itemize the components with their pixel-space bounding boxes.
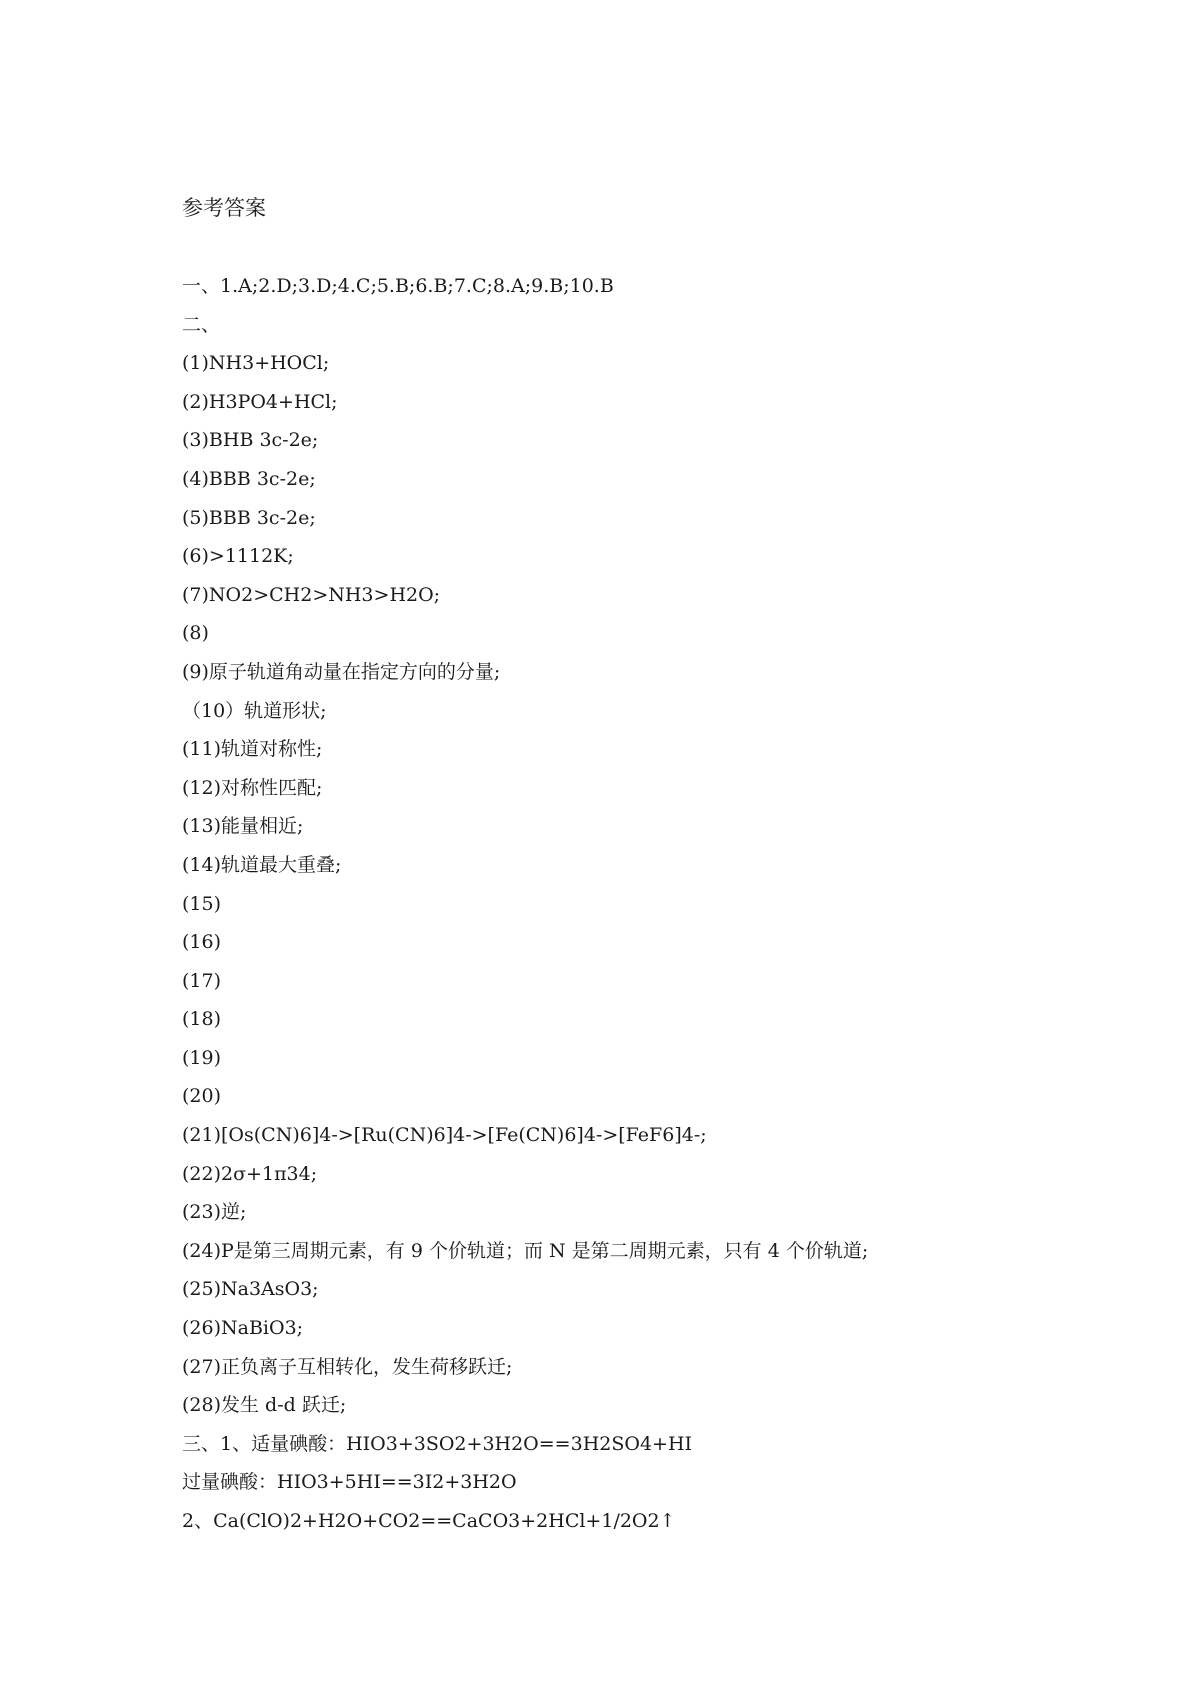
answer-line-7: (5)BBB 3c-2e; (182, 506, 316, 529)
answer-line-30: (28)发生 d-d 跃迁; (182, 1394, 347, 1417)
answer-line-8: (6)>1112K; (182, 545, 294, 568)
answer-line-5: (3)BHB 3c-2e; (182, 429, 319, 452)
answer-line-24: (22)2σ+1π34; (182, 1162, 318, 1185)
answer-line-17: (15) (182, 892, 222, 915)
answer-line-20: (18) (182, 1008, 222, 1031)
answer-line-25: (23)逆; (182, 1201, 247, 1224)
answer-line-4: (2)H3PO4+HCl; (182, 390, 338, 413)
answer-line-32: 过量碘酸：HIO3+5HI==3I2+3H2O (182, 1471, 517, 1494)
answer-line-22: (20) (182, 1085, 222, 1108)
answer-line-12: （10）轨道形状; (182, 699, 327, 722)
answer-list (182, 272, 1132, 1546)
answer-line-29: (27)正负离子互相转化，发生荷移跃迁; (182, 1355, 513, 1378)
answer-line-21: (19) (182, 1046, 222, 1069)
answer-line-19: (17) (182, 969, 222, 992)
answer-line-23: (21)[Os(CN)6]4->[Ru(CN)6]4->[Fe(CN)6]4->[FeF6]4-; (182, 1124, 707, 1147)
answer-line-27: (25)Na3AsO3; (182, 1278, 319, 1301)
answer-line-9: (7)NO2>CH2>NH3>H2O; (182, 583, 441, 606)
answer-line-3: (1)NH3+HOCl; (182, 352, 330, 375)
answer-line-31: 三、1、适量碘酸：HIO3+3SO2+3H2O==3H2SO4+HI (182, 1432, 693, 1455)
answer-line-15: (13)能量相近; (182, 815, 304, 838)
answer-line-18: (16) (182, 931, 222, 954)
answer-line-14: (12)对称性匹配; (182, 776, 323, 799)
answer-line-10: (8) (182, 622, 209, 645)
answer-line-28: (26)NaBiO3; (182, 1317, 304, 1340)
answer-line-26: (24)P是第三周期元素，有 9 个价轨道；而 N 是第二周期元素，只有 4 个价轨道; (182, 1239, 869, 1262)
answer-line-6: (4)BBB 3c-2e; (182, 467, 316, 490)
page-title: 参考答案 (182, 196, 266, 220)
answer-line-13: (11)轨道对称性; (182, 738, 323, 761)
answer-line-33: 2、Ca(ClO)2+H2O+CO2==CaCO3+2HCl+1/2O2↑ (182, 1510, 676, 1532)
answer-line-16: (14)轨道最大重叠; (182, 853, 342, 876)
answer-line-2: 二、 (182, 313, 221, 336)
answer-line-11: (9)原子轨道角动量在指定方向的分量; (182, 660, 501, 683)
answer-line-1: 一、1.A;2.D;3.D;4.C;5.B;6.B;7.C;8.A;9.B;10.B (182, 275, 614, 297)
